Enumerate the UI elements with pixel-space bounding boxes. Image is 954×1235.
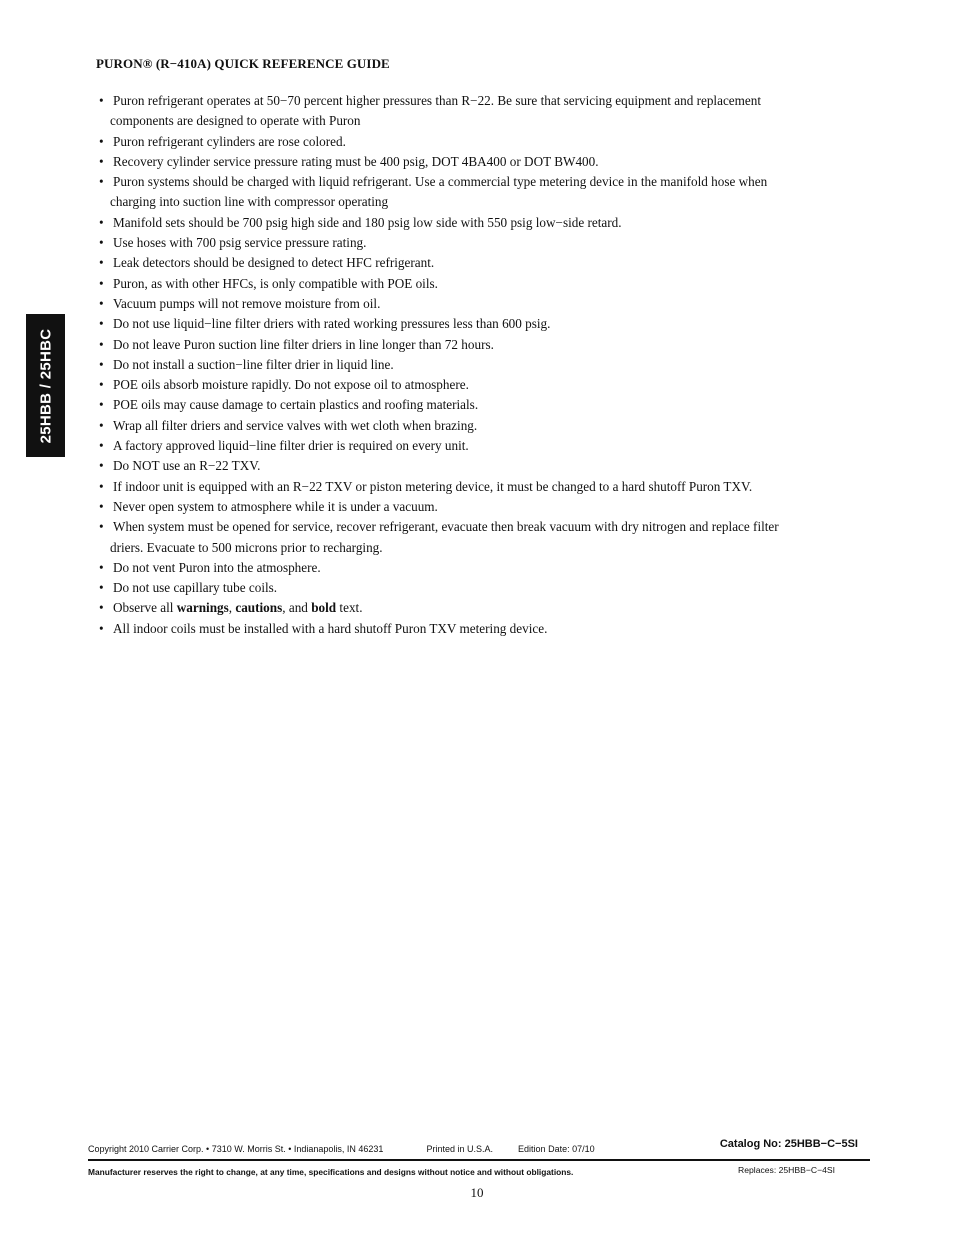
list-item-text: Vacuum pumps will not remove moisture from oil.	[113, 295, 381, 311]
footer-info-line	[88, 1144, 595, 1154]
list-item-text: Do not use capillary tube coils.	[113, 580, 278, 596]
footer-edition-date: Edition Date: 07/10	[518, 1144, 595, 1154]
list-item	[96, 558, 826, 578]
list-item-text-continued: charging into suction line with compressor operating	[110, 194, 389, 210]
list-item	[96, 314, 826, 334]
list-item	[96, 213, 826, 233]
footer-copyright: Copyright 2010 Carrier Corp. • 7310 W. Morris St. • Indianapolis, IN 46231	[88, 1144, 384, 1154]
observe-sep1: ,	[228, 600, 236, 616]
list-item	[96, 477, 826, 497]
list-item	[96, 172, 826, 213]
list-item-text: Wrap all filter driers and service valves with wet cloth when brazing.	[113, 417, 478, 433]
list-item-text: Do not use liquid−line filter driers with rated working pressures less than 600 psig.	[113, 316, 551, 332]
list-item	[96, 294, 826, 314]
list-item	[96, 274, 826, 294]
observe-warnings: warnings	[176, 600, 229, 616]
list-item-text: Never open system to atmosphere while it is under a vacuum.	[113, 498, 438, 514]
list-item	[96, 375, 826, 395]
list-item-text-continued: components are designed to operate with Puron	[110, 113, 361, 129]
list-item	[96, 253, 826, 273]
list-item-observe	[96, 598, 826, 618]
list-item	[96, 436, 826, 456]
list-item-text: Do NOT use an R−22 TXV.	[113, 458, 261, 474]
list-item	[96, 395, 826, 415]
list-item	[96, 233, 826, 253]
list-item-text: Puron refrigerant cylinders are rose colored.	[113, 133, 346, 149]
list-item-text: Puron, as with other HFCs, is only compatible with POE oils.	[113, 275, 438, 291]
list-item	[96, 619, 826, 639]
observe-suffix: text.	[336, 600, 363, 616]
footer-replaces: Replaces: 25HBB−C−4SI	[738, 1165, 835, 1175]
list-item-text: All indoor coils must be installed with a hard shutoff Puron TXV metering device.	[113, 620, 548, 636]
list-item	[96, 456, 826, 476]
list-item	[96, 497, 826, 517]
reference-bullet-list	[96, 91, 826, 639]
footer-printed: Printed in U.S.A.	[426, 1144, 494, 1154]
list-item	[96, 578, 826, 598]
section-side-tab	[26, 314, 65, 457]
list-item-text: POE oils absorb moisture rapidly. Do not expose oil to atmosphere.	[113, 377, 469, 393]
list-item-text: Puron refrigerant operates at 50−70 percent higher pressures than R−22. Be sure that servicing equipment and replacement	[113, 93, 762, 108]
list-item	[96, 335, 826, 355]
list-item	[96, 152, 826, 172]
list-item-text: Puron systems should be charged with liquid refrigerant. Use a commercial type metering device in the manifold hose when	[113, 174, 768, 190]
observe-cautions: cautions	[235, 600, 283, 616]
list-item-text: When system must be opened for service, recover refrigerant, evacuate then break vacuum with dry nitrogen and replace filter	[113, 519, 779, 535]
list-item	[96, 416, 826, 436]
list-item	[96, 355, 826, 375]
observe-sep2: , and	[282, 600, 312, 616]
list-item-text: Leak detectors should be designed to detect HFC refrigerant.	[113, 255, 435, 271]
observe-prefix: Observe all	[113, 600, 177, 616]
list-item	[96, 517, 826, 558]
list-item-text: Manifold sets should be 700 psig high side and 180 psig low side with 550 psig low−side retard.	[113, 214, 622, 230]
list-item-text: If indoor unit is equipped with an R−22 TXV or piston metering device, it must be changed to a hard shutoff Puron TXV.	[113, 478, 753, 494]
footer-manufacturer-notice: Manufacturer reserves the right to change, at any time, specifications and designs without notice and without obligations.	[88, 1167, 574, 1177]
list-item	[96, 91, 826, 132]
list-item-text: A factory approved liquid−line filter drier is required on every unit.	[113, 438, 469, 454]
footer-divider	[88, 1159, 870, 1161]
observe-bold: bold	[311, 600, 337, 616]
list-item-text-continued: driers. Evacuate to 500 microns prior to recharging.	[110, 539, 383, 555]
list-item-text: Do not leave Puron suction line filter driers in line longer than 72 hours.	[113, 336, 494, 352]
page-heading: PURON® (R−410A) QUICK REFERENCE GUIDE	[96, 56, 390, 71]
list-item	[96, 132, 826, 152]
page-number: 10	[470, 1185, 484, 1200]
footer-catalog-number: Catalog No: 25HBB−C−5SI	[719, 1138, 858, 1150]
list-item-text: Recovery cylinder service pressure rating must be 400 psig, DOT 4BA400 or DOT BW400.	[113, 153, 599, 169]
list-item-text: Use hoses with 700 psig service pressure rating.	[113, 235, 367, 251]
list-item-text: Do not install a suction−line filter drier in liquid line.	[113, 356, 394, 372]
side-tab-label: 25HBB / 25HBC	[37, 328, 54, 443]
list-item-text: Do not vent Puron into the atmosphere.	[113, 559, 321, 575]
list-item-text: POE oils may cause damage to certain plastics and roofing materials.	[113, 397, 479, 413]
